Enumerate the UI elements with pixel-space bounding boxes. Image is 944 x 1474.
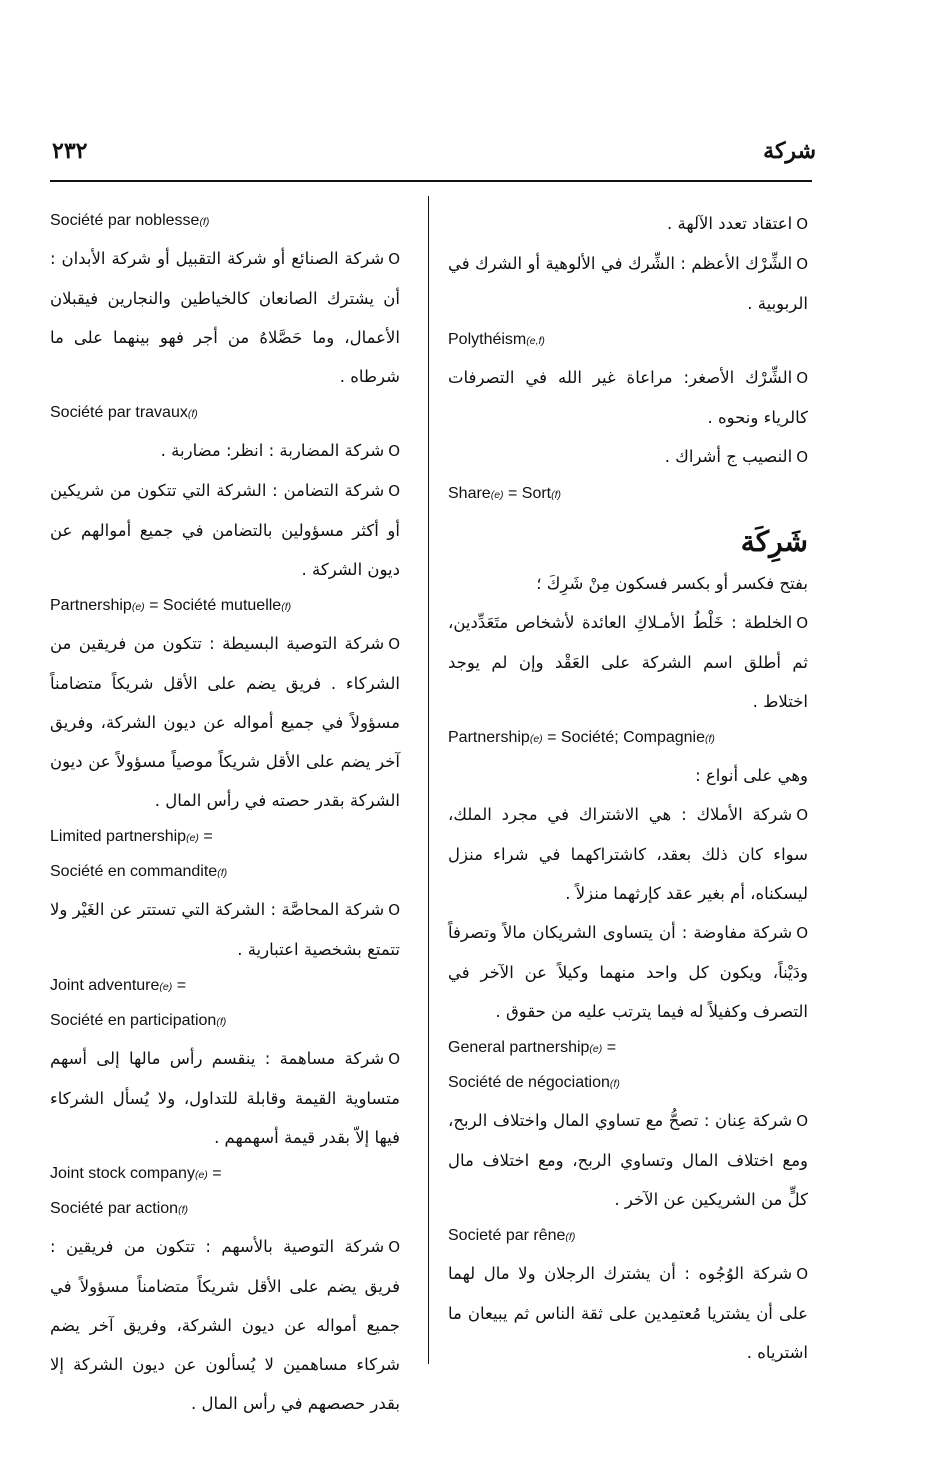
foreign-term: Joint stock company (50, 1165, 195, 1182)
entry-headword: شَرِكَة (740, 525, 808, 558)
foreign-equivalent (448, 1219, 808, 1254)
definition-text: شركة عِنان : تصحُّ مع تساوي المال واختلاف الربح، ومع اختلاف المال وتساوي الربح، ومع اختلاف مال كلٍّ من الشريكين عن الآخر . (448, 1111, 808, 1209)
definition-entry (50, 239, 400, 396)
foreign-term: Societé par rêne (448, 1227, 566, 1244)
foreign-term: Société en commandite (50, 863, 218, 880)
definition-entry (448, 603, 808, 721)
definition-entry (50, 624, 400, 820)
definition-entry (50, 1039, 400, 1157)
language-tag: (f) (178, 1204, 188, 1216)
definition-text: بفتح فكسر أو بكسر فسكون مِنْ شَرِكَ ؛ (536, 574, 808, 593)
entry-bullet-icon: O (388, 442, 400, 460)
foreign-equivalent (50, 1004, 400, 1039)
entry-bullet-icon: O (388, 635, 400, 653)
running-header-word: شركة (763, 138, 816, 164)
language-tag: (e) (194, 1169, 208, 1181)
definition-entry (50, 1227, 400, 1423)
definition-text: شركة التوصية البسيطة : تتكون من فريقين من الشركاء . فريق يضم على الأقل شريكاً متضامناً مسؤولاً في جميع أمواله عن ديون الشركة، وفريق آخر يضم على الأقل شريكاً موصياً مسؤولاً عن ديون الشركة بقدر حصته في رأس المال . (50, 634, 400, 810)
header-rule (50, 180, 812, 182)
language-tag: (f) (551, 489, 562, 501)
definition-text: شركة الأملاك : هي الاشتراك في مجرد الملك، سواء كان ذلك بعقد، كاشتراكهما في شراء منزل ليسكناه، أم بغير عقد كإرثهما منزلاً . (448, 805, 808, 903)
definition-entry (448, 756, 808, 795)
definition-text: شركة مساهمة : ينقسم رأس مالها إلى أسهم متساوية القيمة وقابلة للتداول، ولا يُسأل الشركاء فيها إلاّ بقدر قيمة أسهمهم . (50, 1049, 400, 1147)
foreign-equivalent (50, 855, 400, 890)
language-tag: (e) (490, 489, 504, 501)
foreign-term: Société en participation (50, 1012, 217, 1029)
language-tag: (f) (216, 1016, 227, 1028)
definition-entry (448, 564, 808, 603)
language-tag: (f) (705, 733, 715, 745)
foreign-term-continuation: = Société; Compagnie (542, 729, 705, 746)
foreign-equivalent (448, 721, 808, 756)
foreign-term: Société par noblesse (50, 212, 200, 229)
foreign-term: Partnership (448, 729, 530, 746)
foreign-equivalent (448, 323, 808, 358)
entry-bullet-icon: O (796, 806, 808, 824)
foreign-equivalent (50, 1192, 400, 1227)
page-number: ٢٣٢ (52, 138, 88, 164)
foreign-equivalent (50, 204, 400, 239)
foreign-equivalent (448, 477, 808, 512)
entry-bullet-icon: O (796, 255, 808, 273)
language-tag: (e) (529, 733, 543, 745)
language-tag: (f) (281, 601, 292, 613)
language-tag: (f) (199, 216, 210, 228)
definition-entry (448, 437, 808, 477)
entry-bullet-icon: O (796, 215, 808, 233)
entry-bullet-icon: O (796, 924, 808, 942)
foreign-term-continuation: = (207, 1165, 222, 1182)
definition-entry (50, 471, 400, 589)
definition-entry (448, 358, 808, 437)
foreign-term-continuation: = Sort (503, 485, 552, 502)
foreign-term: Limited partnership (50, 828, 187, 845)
foreign-equivalent (50, 589, 400, 624)
definition-text: الشِّرْك الأصغر: مراعاة غير الله في التصرفات كالرياء ونحوه . (448, 368, 808, 427)
definition-entry (448, 244, 808, 323)
language-tag: (f) (565, 1231, 576, 1243)
language-tag: (e) (589, 1043, 603, 1055)
entry-bullet-icon: O (796, 1112, 808, 1130)
foreign-term: Share (448, 485, 491, 502)
foreign-equivalent (50, 820, 400, 855)
foreign-term: General partnership (448, 1039, 590, 1056)
definition-text: الخلطة : خَلْطُ الأمـلاكِ العائدة لأشخاص متَعَدِّدين، ثم أطلق اسم الشركة على العَقْد وإن لم يوجد اختلاط . (448, 613, 808, 711)
foreign-equivalent (50, 396, 400, 431)
entry-bullet-icon: O (388, 250, 400, 268)
left-column (50, 204, 400, 1423)
foreign-term: Société de négociation (448, 1074, 610, 1091)
foreign-term-continuation: = (172, 977, 187, 994)
foreign-equivalent (448, 1066, 808, 1101)
definition-text: شركة مفاوضة : أن يتساوى الشريكان مالاً وتصرفاً ودَيْناً، ويكون كل واحد منهما وكيلاً عن الآخر في التصرف وكفيلاً له فيما يترتب عليه من حقوق . (448, 923, 808, 1021)
definition-text: شركة المحاصَّة : الشركة التي تستتر عن الغَيْر ولا تتمتع بشخصية اعتبارية . (50, 900, 400, 959)
foreign-equivalent (50, 1157, 400, 1192)
definition-text: اعتقاد تعدد الآلهة . (667, 214, 793, 233)
foreign-equivalent (448, 1031, 808, 1066)
foreign-term-continuation: = Société mutuelle (144, 597, 282, 614)
foreign-term: Société par travaux (50, 404, 188, 421)
definition-text: شركة التوصية بالأسهم : تتكون من فريقين : فريق يضم على الأقل شريكاً متضامناً مسؤولاً في جميع أمواله عن ديون الشركة، وفريق آخر يضم شركاء مساهمين لا يُسألون عن ديون الشركة إلا بقدر حصصهم في رأس المال . (50, 1237, 400, 1413)
entry-bullet-icon: O (796, 614, 808, 632)
language-tag: (f) (187, 408, 198, 420)
entry-bullet-icon: O (388, 1238, 400, 1256)
language-tag: (e) (186, 832, 199, 844)
entry-bullet-icon: O (388, 1050, 400, 1068)
definition-entry (448, 1101, 808, 1219)
foreign-term: Joint adventure (50, 977, 160, 994)
foreign-term: Société par action (50, 1200, 179, 1217)
foreign-term: Partnership (50, 597, 132, 614)
language-tag: (e) (131, 601, 145, 613)
definition-entry (448, 1254, 808, 1372)
language-tag: (f) (609, 1078, 620, 1090)
entry-bullet-icon: O (796, 1265, 808, 1283)
entry-bullet-icon: O (796, 448, 808, 466)
definition-entry (50, 890, 400, 969)
language-tag: (e,f) (526, 335, 545, 347)
definition-text: شركة التضامن : الشركة التي تتكون من شريكين أو أكثر مسؤولين بالتضامن في جميع أموالهم عن ديون الشركة . (50, 481, 400, 579)
entry-bullet-icon: O (388, 901, 400, 919)
foreign-term-continuation: = (602, 1039, 617, 1056)
foreign-term-continuation: = (198, 828, 213, 845)
entry-bullet-icon: O (388, 482, 400, 500)
language-tag: (e) (159, 981, 173, 993)
definition-text: الشِّرْك الأعظم : الشِّرك في الألوهية أو الشرك في الربوبية . (448, 254, 808, 313)
definition-text: شركة الصنائع أو شركة التقبيل أو شركة الأبدان : أن يشترك الصانعان كالخياطين والنجارين فيقبلان الأعمال، وما حَصَّلاهُ من أجر فهو بينهما على ما شرطاه . (50, 249, 400, 386)
foreign-term: Polythéism (448, 331, 527, 348)
definition-text: النصيب ج أشراك . (664, 447, 793, 466)
right-column (448, 204, 808, 1372)
column-divider (428, 196, 429, 1364)
definition-entry (448, 204, 808, 244)
foreign-equivalent (50, 969, 400, 1004)
language-tag: (f) (217, 867, 228, 879)
definition-entry (448, 795, 808, 913)
definition-text: شركة الوُجُوه : أن يشترك الرجلان ولا مال لهما على أن يشتريا مُعتمِدين على ثقة الناس ثم يبيعان ما اشترياه . (448, 1264, 808, 1362)
definition-entry (50, 431, 400, 471)
entry-bullet-icon: O (796, 369, 808, 387)
definition-text: شركة المضاربة : انظر: مضاربة . (160, 441, 385, 460)
definition-entry (448, 913, 808, 1031)
definition-text: وهي على أنواع : (695, 766, 808, 785)
